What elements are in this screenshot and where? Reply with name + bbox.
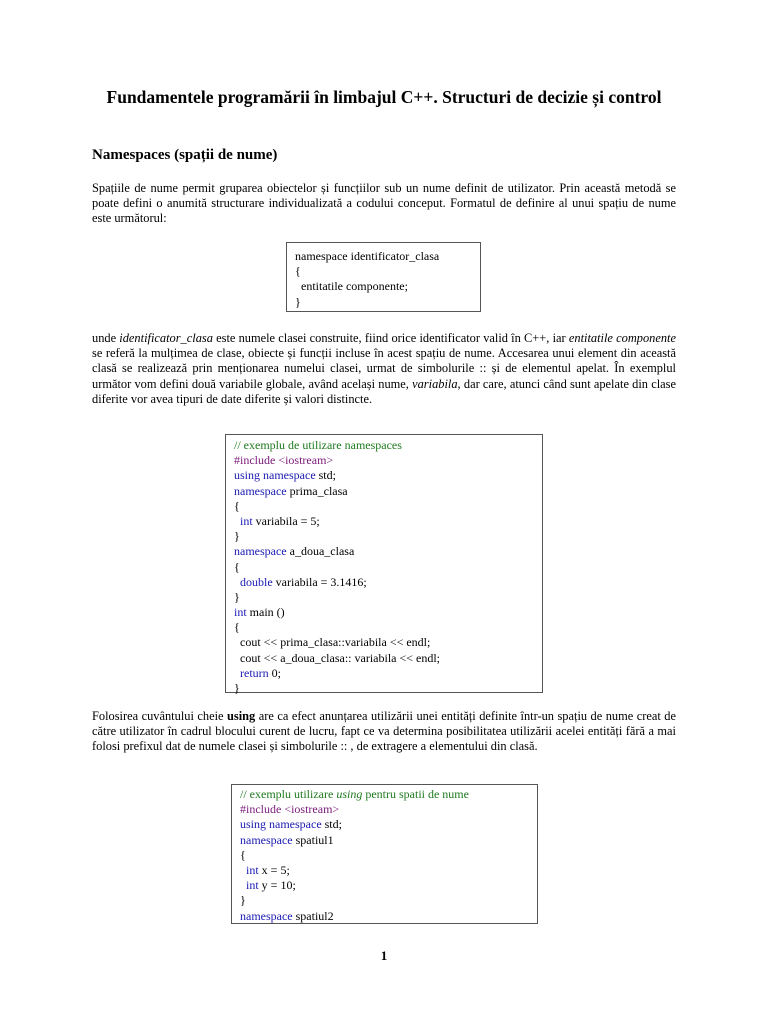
code-line <box>240 878 529 893</box>
code-line <box>234 666 534 681</box>
code-text: cout << a_doua_clasa:: variabila << endl; <box>240 650 441 665</box>
code-example-2 <box>231 784 538 924</box>
code-line <box>234 514 534 529</box>
code-text: std; <box>315 468 336 483</box>
syntax-line: entitatile componente; <box>295 279 408 294</box>
code-line <box>234 635 534 650</box>
code-text: prima_clasa <box>286 483 348 498</box>
bold-term: using <box>227 709 256 723</box>
italic-term: variabila <box>412 376 458 391</box>
text-run: are ca efect anunțarea utilizării unei entități definite într-un spațiu de nume creat de către utilizator în cadrul blocului curent de lucru, fapt ce va determina posibilitatea utilizării acelei entități fără a mai folosi prefixul dat de numele clasei și simbolurile :: , de extragere a elementului din clasă. <box>92 709 676 754</box>
code-text: spatiul2 <box>292 908 334 923</box>
code-line <box>234 651 534 666</box>
code-text: a_doua_clasa <box>286 544 355 559</box>
paragraph-intro-text: Spațiile de nume permit gruparea obiectelor și funcțiilor sub un nume definit de utilizator. Prin această metodă se poate defini o anumită structurare individualizată a codului conceput. Formatul de definire al unui spațiu de nume este următorul: <box>92 181 676 226</box>
code-line <box>240 833 529 848</box>
keyword: namespace <box>240 908 293 923</box>
code-line: } <box>240 893 246 908</box>
syntax-box <box>286 242 481 312</box>
section-heading: Namespaces (spații de nume) <box>92 147 278 163</box>
keyword: namespace <box>234 483 287 498</box>
code-example-1 <box>225 434 543 693</box>
italic-term: using <box>336 787 363 801</box>
text-run: , dar care, atunci când sunt apelate din clase diferite vor avea tipuri de date diferite și valori distincte. <box>92 376 676 406</box>
paragraph-intro <box>92 181 676 227</box>
code-line <box>234 468 534 483</box>
text-run: Folosirea cuvântului cheie <box>92 709 228 723</box>
code-line <box>240 817 529 832</box>
text-run: este numele clasei construite, fiind orice identificator valid în C++, iar <box>212 331 569 345</box>
code-line <box>234 484 534 499</box>
code-line: } <box>234 681 240 695</box>
syntax-line: { <box>295 264 301 279</box>
document-title: Fundamentele programării în limbajul C++. Structuri de decizie și control <box>106 87 662 107</box>
keyword: using namespace <box>234 468 316 483</box>
code-text: variabila = 3.1416; <box>272 574 367 589</box>
keyword: return <box>240 665 269 680</box>
code-line <box>234 605 534 620</box>
page-number: 1 <box>380 948 388 963</box>
code-line <box>234 544 534 559</box>
text-run: unde <box>92 331 120 345</box>
code-line: { <box>234 620 240 635</box>
code-text: variabila = 5; <box>252 513 320 528</box>
code-line: { <box>234 559 240 574</box>
code-text: x = 5; <box>258 862 290 877</box>
code-text: spatiul1 <box>292 832 334 847</box>
code-comment: // exemplu de utilizare namespaces <box>234 438 402 452</box>
keyword: double <box>240 574 273 589</box>
code-text: std; <box>321 817 342 832</box>
code-line: { <box>240 847 246 862</box>
code-text: // exemplu utilizare <box>240 787 337 801</box>
code-line <box>234 575 534 590</box>
code-text: y = 10; <box>258 878 296 893</box>
keyword: int <box>234 605 247 620</box>
keyword: int <box>246 878 259 893</box>
code-line: } <box>234 529 240 544</box>
code-text: 0; <box>268 665 281 680</box>
code-line <box>240 863 529 878</box>
keyword: int <box>246 862 259 877</box>
code-line: { <box>234 498 240 513</box>
italic-term: identificator_clasa <box>119 331 213 345</box>
keyword: using namespace <box>240 817 322 832</box>
italic-term: entitatile componente <box>568 331 676 345</box>
keyword: int <box>240 513 253 528</box>
syntax-line: namespace identificator_clasa <box>295 249 440 263</box>
text-run: se referă la mulțimea de clase, obiecte și funcții incluse în acest spațiu de nume. Accesarea unui element din această clasă se realizează prin menționarea numelui clasei, urmat de simbolurile :: și de elementul apelat. În exemplul următor vom defini două variabile globale, având același nume, <box>92 346 676 391</box>
code-line <box>240 909 529 924</box>
code-text: cout << prima_clasa::variabila << endl; <box>240 635 431 650</box>
code-text: pentru spatii de nume <box>362 787 469 801</box>
paragraph-explanation <box>92 331 676 407</box>
code-comment <box>240 787 529 802</box>
code-include: #include <iostream> <box>240 802 340 817</box>
syntax-line: } <box>295 294 301 309</box>
code-include: #include <iostream> <box>234 453 334 468</box>
code-line: } <box>234 589 240 604</box>
paragraph-using <box>92 709 676 755</box>
code-text: main () <box>246 605 285 620</box>
keyword: namespace <box>234 544 287 559</box>
keyword: namespace <box>240 832 293 847</box>
